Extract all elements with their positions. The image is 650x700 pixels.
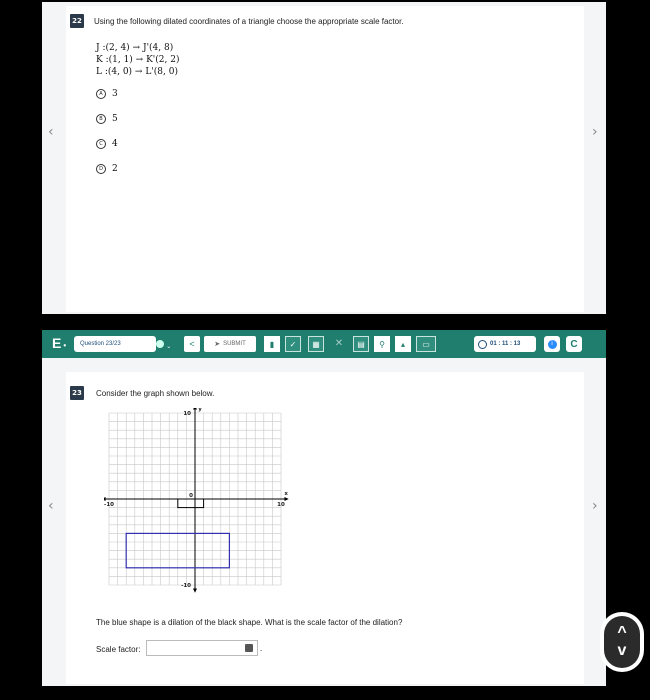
- check-button[interactable]: [285, 336, 301, 352]
- bookmark-button[interactable]: [264, 336, 280, 352]
- prev-question-arrow[interactable]: ‹: [48, 498, 54, 514]
- flag-dropdown[interactable]: [156, 336, 180, 352]
- bookmark-icon: ▮: [269, 339, 275, 349]
- question-number-badge: 22: [70, 14, 84, 28]
- close-icon: ✕: [334, 338, 344, 349]
- choice-letter: C: [96, 139, 106, 149]
- question-23-panel: [42, 358, 606, 686]
- scroll-nav-button[interactable]: [600, 612, 644, 672]
- chevron-down-icon[interactable]: v: [617, 642, 627, 659]
- check-icon: ✓: [289, 339, 297, 349]
- choice-a[interactable]: [96, 89, 118, 99]
- x-tick-label: 10: [277, 502, 285, 508]
- coordinate-graph: [104, 408, 304, 608]
- timer: [474, 336, 536, 352]
- question-prompt: Consider the graph shown below.: [96, 389, 215, 398]
- choice-value: 4: [112, 139, 118, 149]
- next-question-arrow[interactable]: ›: [592, 498, 598, 514]
- y-axis-label: y: [198, 408, 202, 413]
- notes-icon: ▤: [357, 339, 365, 349]
- mapping-l: L :(4, 0) → L'(8, 0): [96, 67, 178, 77]
- scale-factor-label: Scale factor:: [96, 645, 141, 654]
- notes-button[interactable]: [353, 336, 369, 352]
- mapping-j: J :(2, 4) → J'(4, 8): [96, 43, 174, 53]
- submit-button[interactable]: [204, 336, 256, 352]
- period: .: [260, 644, 263, 653]
- prev-button[interactable]: <: [184, 336, 200, 352]
- choice-d[interactable]: [96, 164, 118, 174]
- scale-factor-input[interactable]: [146, 640, 258, 656]
- calculator-icon[interactable]: [245, 644, 253, 652]
- dilation-question: The blue shape is a dilation of the black shape. What is the scale factor of the dilation?: [96, 618, 403, 627]
- zoom-button[interactable]: [374, 336, 390, 352]
- choice-b[interactable]: [96, 114, 118, 124]
- info-icon: [156, 340, 164, 348]
- chevron-up-icon[interactable]: ^: [617, 624, 627, 641]
- eraser-icon: ▴: [400, 339, 405, 349]
- refresh-icon: C: [570, 338, 578, 350]
- choice-value: 5: [112, 114, 118, 124]
- choice-letter: A: [96, 89, 106, 99]
- choice-letter: B: [96, 114, 106, 124]
- assessment-toolbar: [42, 330, 606, 358]
- question-number-badge: 23: [70, 386, 84, 400]
- y-tick-label: 10: [183, 411, 191, 417]
- close-tool-button[interactable]: [331, 336, 347, 352]
- choice-value: 3: [112, 89, 118, 99]
- highlight-button[interactable]: [395, 336, 411, 352]
- question-22-card: [66, 6, 584, 312]
- question-selector[interactable]: [74, 336, 156, 352]
- clock-icon: [478, 340, 487, 349]
- question-22-panel: [42, 2, 606, 314]
- keyboard-icon: ▭: [422, 339, 430, 349]
- choice-c[interactable]: [96, 139, 118, 149]
- x-tick-label: -10: [104, 502, 114, 508]
- timer-value: 01 : 11 : 13: [490, 341, 521, 347]
- y-axis-arrow: [193, 588, 197, 592]
- y-tick-label: -10: [181, 583, 191, 589]
- x-axis-arrow: [104, 497, 106, 501]
- choice-value: 2: [112, 164, 118, 174]
- question-23-card: [66, 372, 584, 684]
- x-axis-arrow: [284, 497, 288, 501]
- question-prompt: Using the following dilated coordinates of a triangle choose the appropriate scale factor.: [94, 17, 404, 26]
- send-icon: ➤: [214, 341, 221, 348]
- calculator-icon: ▦: [312, 339, 320, 349]
- y-axis-arrow: [193, 408, 197, 410]
- x-axis-label: x: [284, 491, 288, 497]
- black-rectangle: [178, 499, 204, 508]
- choice-letter: D: [96, 164, 106, 174]
- refresh-button[interactable]: [566, 336, 582, 352]
- chevron-down-icon: ⌄: [166, 344, 172, 350]
- app-logo: E •: [52, 335, 67, 351]
- info-circle-icon: i: [548, 340, 557, 349]
- magnifier-icon: ⚲: [379, 339, 385, 349]
- calculator-button[interactable]: [308, 336, 324, 352]
- prev-question-arrow[interactable]: ‹: [48, 124, 54, 140]
- mapping-k: K :(1, 1) → K'(2, 2): [96, 55, 180, 65]
- info-button[interactable]: [544, 336, 560, 352]
- submit-label: SUBMIT: [223, 341, 246, 347]
- keyboard-button[interactable]: [416, 336, 436, 352]
- scroll-nav-inner: [604, 616, 640, 668]
- question-selector-label: Question 23/23: [80, 341, 121, 347]
- origin-label: 0: [189, 493, 193, 499]
- next-question-arrow[interactable]: ›: [592, 124, 598, 140]
